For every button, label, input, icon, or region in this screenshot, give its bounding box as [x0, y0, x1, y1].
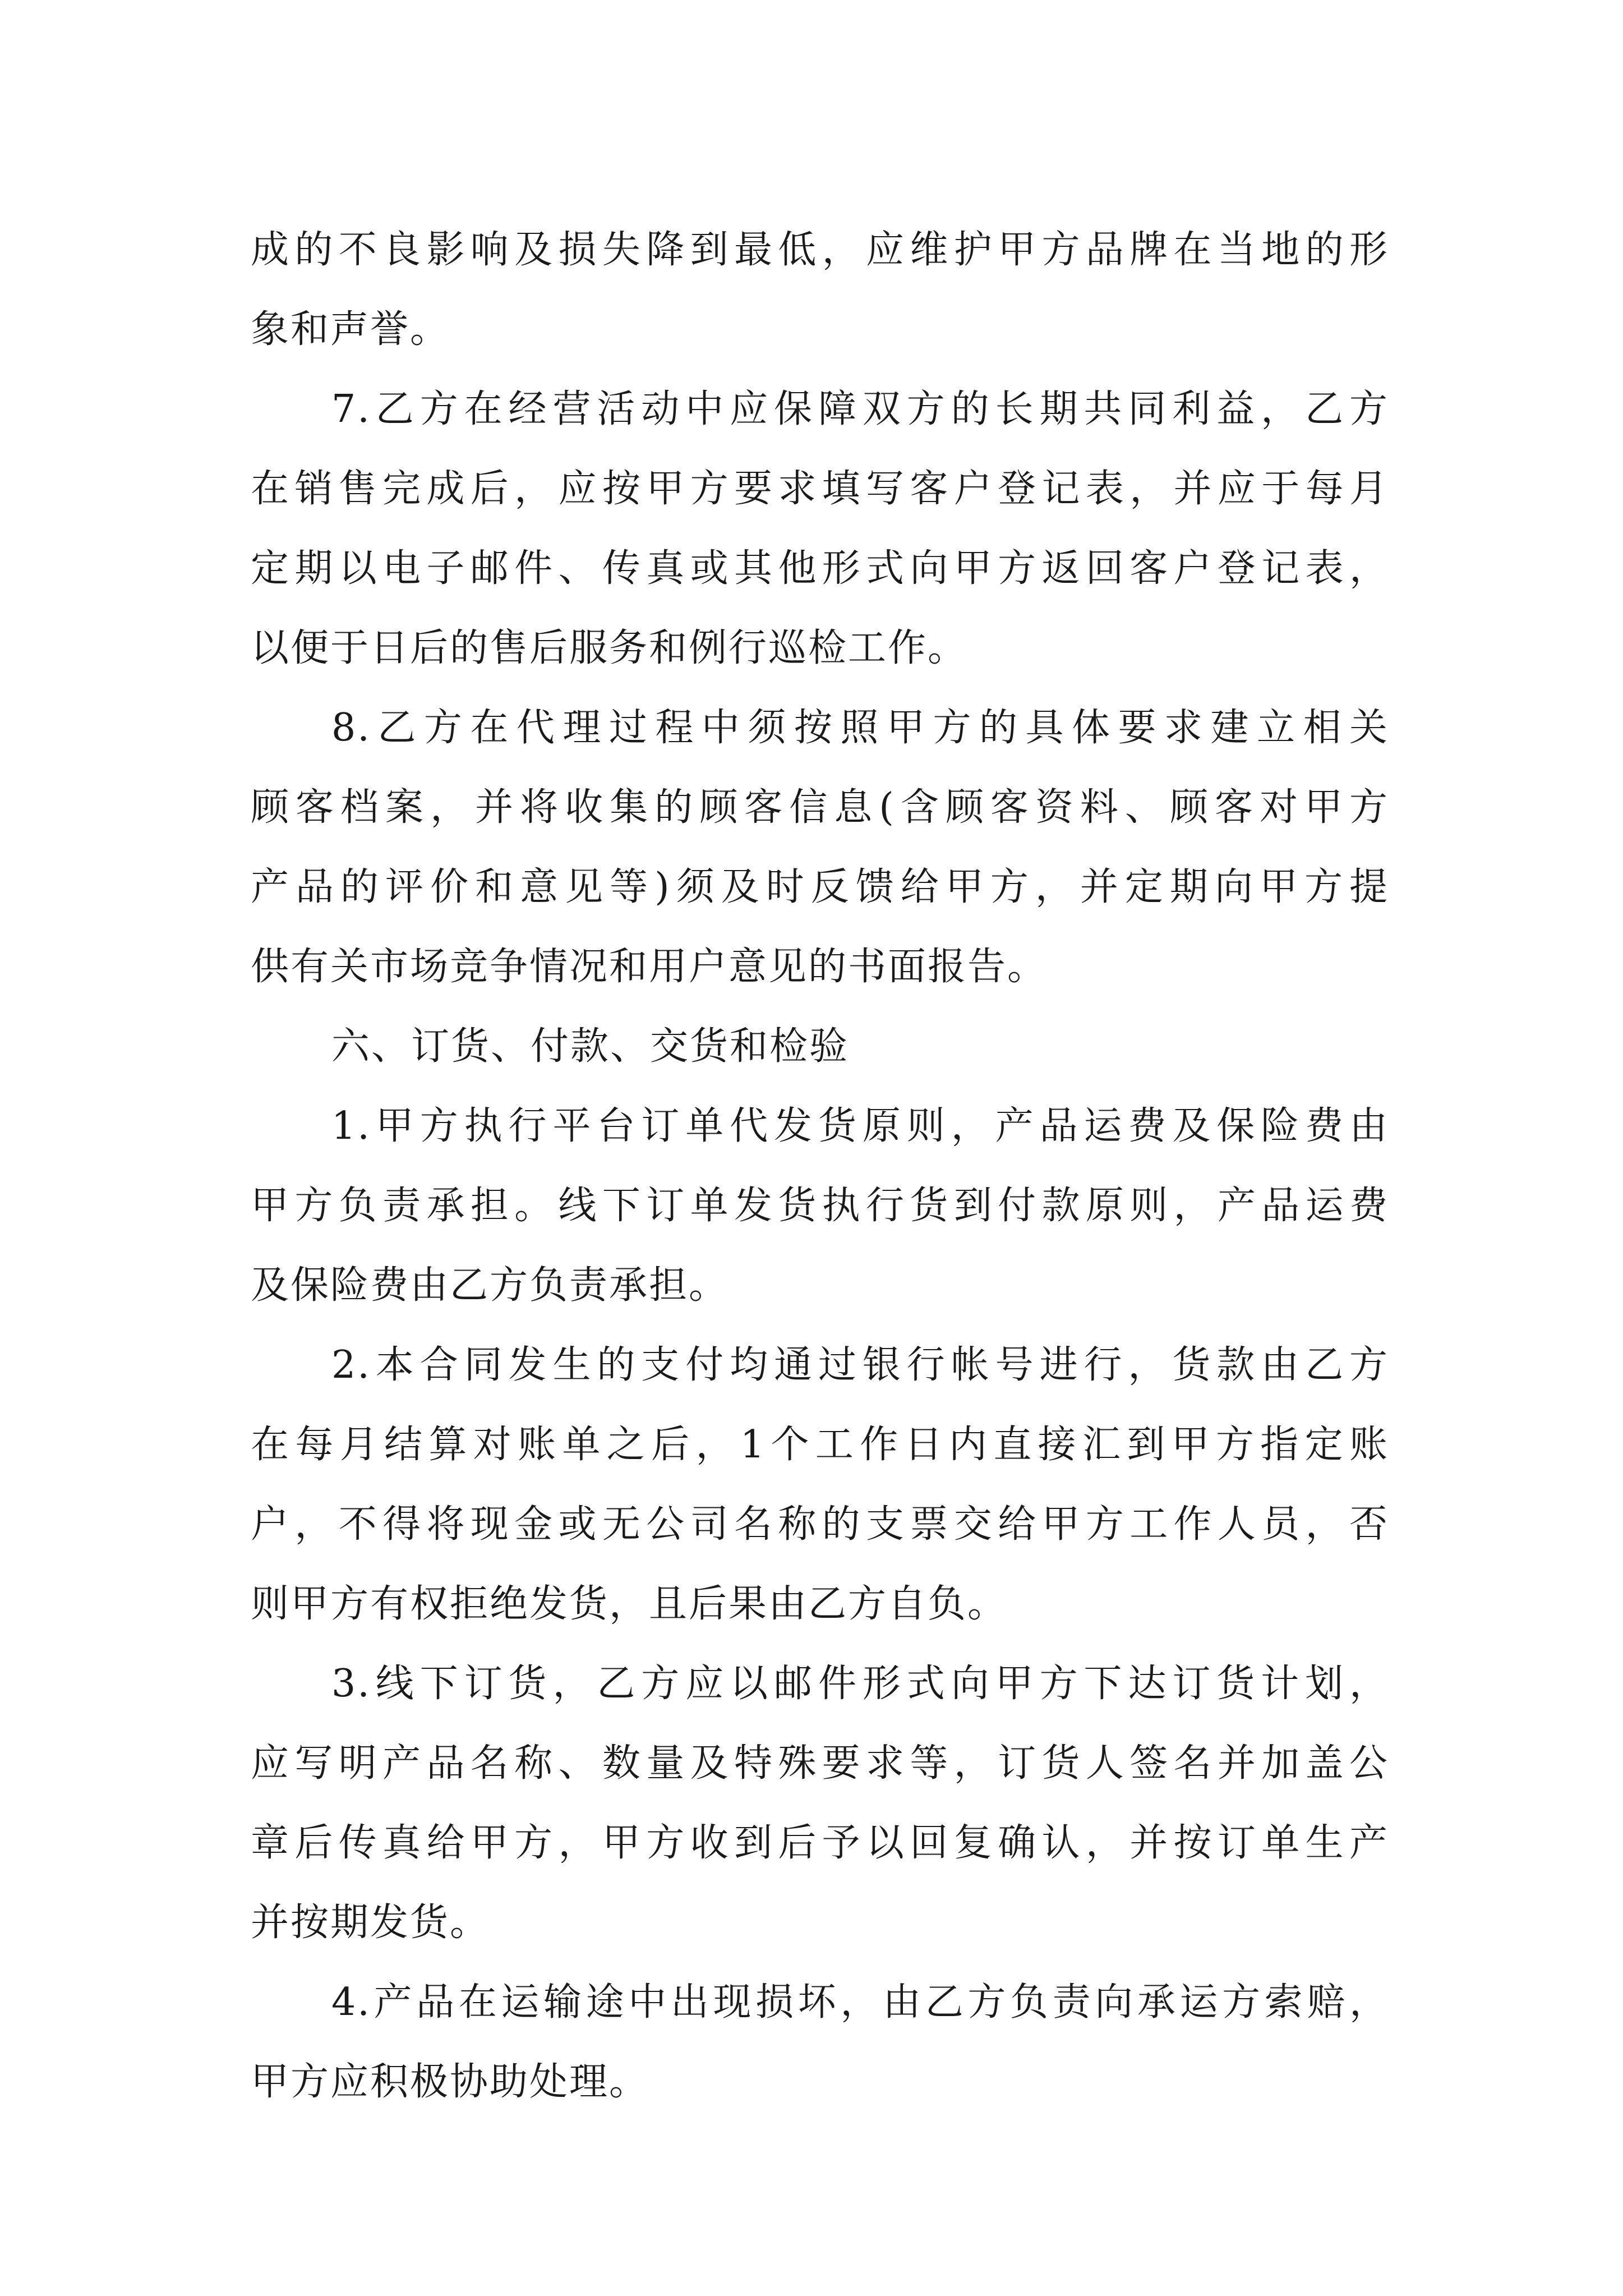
paragraph-7-line-2: 在销售完成后，应按甲方要求填写客户登记表，并应于每月 — [251, 467, 1389, 511]
clause-3-line-4: 并按期发货。 — [251, 1901, 490, 1945]
paragraph-8-line-4: 供有关市场竞争情况和用户意见的书面报告。 — [251, 945, 1048, 989]
section-heading: 六、订货、付款、交货和检验 — [331, 1024, 850, 1069]
clause-1-line-3: 及保险费由乙方负责承担。 — [251, 1263, 729, 1308]
clause-4-line-2: 甲方应积极协助处理。 — [251, 2060, 649, 2104]
paragraph-8-line-1: 8.乙方在代理过程中须按照甲方的具体要求建立相关 — [331, 706, 1389, 750]
clause-2-line-1: 2.本合同发生的支付均通过银行帐号进行，货款由乙方 — [331, 1343, 1389, 1387]
paragraph-7-line-3: 定期以电子邮件、传真或其他形式向甲方返回客户登记表， — [251, 546, 1389, 591]
clause-1-line-1: 1.甲方执行平台订单代发货原则，产品运费及保险费由 — [331, 1104, 1389, 1148]
clause-4-line-1: 4.产品在运输途中出现损坏，由乙方负责向承运方索赔， — [331, 1980, 1389, 2024]
clause-3-line-3: 章后传真给甲方，甲方收到后予以回复确认，并按订单生产 — [251, 1821, 1389, 1865]
clause-3-line-1: 3.线下订货，乙方应以邮件形式向甲方下达订货计划， — [331, 1662, 1389, 1706]
clause-2-line-2: 在每月结算对账单之后，1个工作日内直接汇到甲方指定账 — [251, 1423, 1389, 1467]
paragraph-7-line-1: 7.乙方在经营活动中应保障双方的长期共同利益，乙方 — [331, 387, 1389, 431]
document-body — [251, 210, 1389, 2122]
paragraph-8-line-3: 产品的评价和意见等)须及时反馈给甲方，并定期向甲方提 — [251, 865, 1389, 909]
paragraph-6-line-2: 象和声誉。 — [251, 307, 450, 352]
clause-2-line-4: 则甲方有权拒绝发货，且后果由乙方自负。 — [251, 1582, 1008, 1626]
clause-1-line-2: 甲方负责承担。线下订单发货执行货到付款原则，产品运费 — [251, 1184, 1389, 1228]
paragraph-6-line-1: 成的不良影响及损失降到最低，应维护甲方品牌在当地的形 — [251, 228, 1389, 272]
paragraph-7-line-4: 以便于日后的售后服务和例行巡检工作。 — [251, 626, 968, 670]
paragraph-8-line-2: 顾客档案，并将收集的顾客信息(含顾客资料、顾客对甲方 — [251, 785, 1389, 830]
clause-3-line-2: 应写明产品名称、数量及特殊要求等，订货人签名并加盖公 — [251, 1741, 1389, 1786]
clause-2-line-3: 户，不得将现金或无公司名称的支票交给甲方工作人员，否 — [251, 1502, 1389, 1547]
